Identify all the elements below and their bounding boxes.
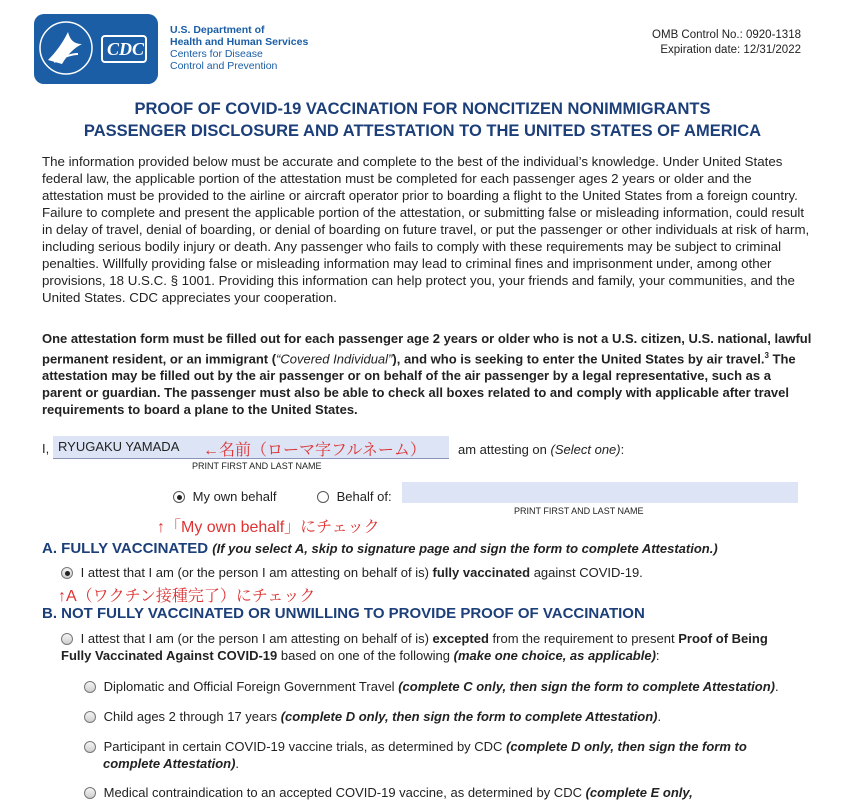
footnote-marker: 3 xyxy=(764,351,769,360)
intro-paragraph: The information provided below must be accurate and complete to the best of the individual’s knowledge. Under United States federal law, the applicable portion of the attestation must be completed for each passenger ages 2 years or older and the attestation must be provided to the airline or aircraft operator prior to boarding a flight to the United States from a foreign country. Failure to complete and present the applicable portion of the attestation, or submitting false or misleading information, could result in delay of travel, denial of boarding, or denial of boarding on future travel, or put the passenger or other individuals at risk of harm, including serious bodily injury or death. Any passenger who fails to comply with these requirements may be subject to criminal penalties. Willfully providing false or misleading information may lead to criminal fines and imprisonment under, among other provisions, 18 U.S.C. § 1001. Providing this information can help protect you, your friends and family, your communities, and the United States. CDC appreciates your cooperation. xyxy=(42,154,810,305)
fully-vaccinated-option[interactable] xyxy=(61,564,643,581)
fully-vaccinated-radio[interactable] xyxy=(61,567,73,579)
diplomatic-italic: (complete C only, then sign the form to complete Attestation) xyxy=(398,679,775,694)
attestation-paragraph xyxy=(42,330,812,418)
attesting-on-text: am attesting on xyxy=(458,442,547,457)
trial-end: . xyxy=(235,756,240,771)
select-one-hint: (Select one) xyxy=(550,442,621,457)
name-annotation: ←名前（ローマ字フルネーム） xyxy=(203,442,426,459)
form-title-line-2: PASSENGER DISCLOSURE AND ATTESTATION TO THE UNITED STATES OF AMERICA xyxy=(83,122,762,140)
other-behalf-radio[interactable] xyxy=(317,491,329,503)
trial-italic: (complete D only, then sign the form to complete Attestation) xyxy=(103,739,747,771)
attesting-on-colon: : xyxy=(620,442,625,457)
attestation-text-2: ), and who is seeking to enter the United States by air travel. xyxy=(392,351,765,367)
covered-individual-term: “Covered Individual” xyxy=(276,351,393,367)
behalf-caption: PRINT FIRST AND LAST NAME xyxy=(514,506,644,516)
fully-vaccinated-text-bold: fully vaccinated xyxy=(432,565,531,580)
other-behalf-option[interactable] xyxy=(317,489,392,504)
trial-text: Participant in certain COVID-19 vaccine trials, as determined by CDC xyxy=(103,739,507,754)
diplomatic-end: . xyxy=(774,679,779,694)
section-b-heading: B. NOT FULLY VACCINATED OR UNWILLING TO PROVIDE PROOF OF VACCINATION xyxy=(42,605,645,622)
name-caption: PRINT FIRST AND LAST NAME xyxy=(192,461,322,471)
own-behalf-radio[interactable] xyxy=(173,491,185,503)
excepted-text-end: : xyxy=(655,648,660,663)
omb-block xyxy=(652,28,801,58)
child-radio[interactable] xyxy=(84,711,96,723)
form-title-line-1: PROOF OF COVID-19 VACCINATION FOR NONCITIZEN NONIMMIGRANTS xyxy=(134,100,711,118)
behalf-of-name-field[interactable] xyxy=(402,482,798,503)
section-a-annotation: ↑A（ワクチン接種完了）にチェック xyxy=(58,588,316,605)
excepted-text-bold-2: Proof of Being Fully Vaccinated Against COVID-19 xyxy=(61,631,768,663)
excepted-radio[interactable] xyxy=(61,633,73,645)
fully-vaccinated-text-pre: I attest that I am (or the person I am attesting on behalf of is) xyxy=(80,565,433,580)
child-text: Child ages 2 through 17 years xyxy=(103,709,281,724)
own-behalf-option[interactable] xyxy=(173,489,276,504)
agency-line-4: Control and Prevention xyxy=(170,60,278,72)
excepted-option[interactable] xyxy=(61,630,801,664)
agency-line-2: Health and Human Services xyxy=(170,36,309,48)
trial-radio[interactable] xyxy=(84,741,96,753)
name-prefix: I, xyxy=(42,441,50,456)
section-a-heading xyxy=(42,540,718,557)
other-behalf-label: Behalf of: xyxy=(336,489,392,504)
own-behalf-label: My own behalf xyxy=(192,489,277,504)
form-title xyxy=(0,98,845,142)
name-field[interactable] xyxy=(53,436,449,459)
agency-line-1: U.S. Department of xyxy=(170,24,265,36)
fully-vaccinated-text-post: against COVID-19. xyxy=(530,565,643,580)
diplomatic-radio[interactable] xyxy=(84,681,96,693)
excepted-text-post: based on one of the following xyxy=(277,648,454,663)
excepted-text-mid: from the requirement to present xyxy=(488,631,679,646)
child-italic: (complete D only, then sign the form to complete Attestation) xyxy=(280,709,658,724)
section-a-title: A. FULLY VACCINATED xyxy=(42,540,209,557)
medical-text: Medical contraindication to an accepted COVID-19 vaccine, as determined by CDC xyxy=(103,785,586,800)
excepted-text-bold: excepted xyxy=(432,631,489,646)
trial-option[interactable] xyxy=(84,738,793,772)
name-field-value: RYUGAKU YAMADA xyxy=(58,439,180,454)
diplomatic-option[interactable] xyxy=(84,678,779,695)
attesting-on-label xyxy=(458,442,624,457)
child-end: . xyxy=(657,709,662,724)
agency-name xyxy=(170,24,308,72)
behalf-annotation: ↑「My own behalf」にチェック xyxy=(157,519,380,536)
attestation-text-1: One attestation form must be filled out for each passenger age 2 years or older who is not a U.S. citizen, U.S. national, lawful permanent resident, or an immigrant ( xyxy=(42,331,812,367)
expiration-date: Expiration date: 12/31/2022 xyxy=(660,44,801,56)
child-option[interactable] xyxy=(84,708,661,725)
medical-radio[interactable] xyxy=(84,787,96,799)
attestation-text-3: The attestation may be filled out by the air passenger or on behalf of the air passenger by a legal representative, such as a parent or guardian. The passenger must also be able to check all boxes related to and comply with applicable after travel requirements to board a plane to the United States. xyxy=(42,351,796,418)
medical-option[interactable] xyxy=(84,784,693,801)
cdc-logo-text: CDC xyxy=(107,39,145,59)
agency-line-3: Centers for Disease xyxy=(170,48,263,60)
section-a-instruction: (If you select A, skip to signature page and sign the form to complete Attestation.) xyxy=(212,541,718,556)
hhs-cdc-logo xyxy=(34,14,158,84)
excepted-text-italic: (make one choice, as applicable) xyxy=(453,648,656,663)
diplomatic-text: Diplomatic and Official Foreign Government Travel xyxy=(103,679,399,694)
omb-control-number: OMB Control No.: 0920-1318 xyxy=(652,29,801,41)
medical-italic: (complete E only, xyxy=(585,785,693,800)
excepted-text-pre: I attest that I am (or the person I am attesting on behalf of is) xyxy=(80,631,433,646)
